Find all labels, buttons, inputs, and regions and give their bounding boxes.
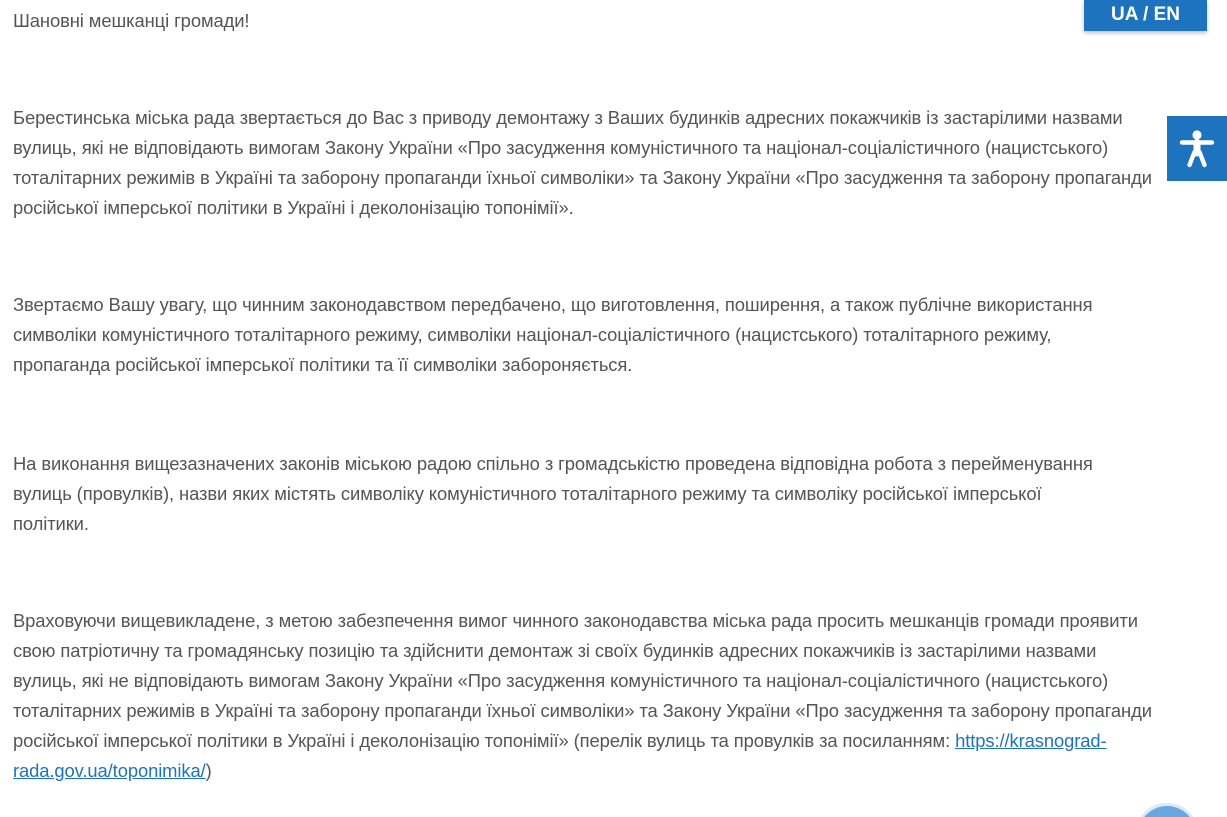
paragraph-1: Берестинська міська рада звертається до Вас з приводу демонтажу з Ваших будинків адресних покажчиків із застарілими назвами вулиць, які не відповідають вимогам Закону України «Про засудження комуністичного та націонал-соціалістичного (нацистського) тоталітарних режимів в Україні та заборону пропаганди їхньої символіки» та Закону України «Про засудження та заборону пропаганди російської імперської політики в Україні і деколонізацію топонімії». — [13, 107, 1152, 218]
paragraph-4-text: Враховуючи вищевикладене, з метою забезпечення вимог чинного законодавства міська рада просить мешканців громади проявити свою патріотичну та громадянську позицію та здійснити демонтаж зі своїх будинків адресних покажчиків із застарілими назвами вулиць, які не відповідають вимогам Закону України «Про засудження комуністичного та націонал-соціалістичного (нацистського) тоталітарних режимів в Україні та заборону пропаганди їхньої символіки» та Закону України «Про засудження та заборону пропаганди російської імперської політики в Україні і деколонізацію топонімії» (перелік вулиць та провулків за посиланням: — [13, 610, 1152, 751]
paragraph-4 — [13, 606, 1153, 785]
accessibility-icon — [1178, 129, 1216, 169]
toponimika-link[interactable]: https://krasnograd-rada.gov.ua/toponimika/ — [13, 729, 1107, 781]
paragraph-3: На виконання вищезазначених законів міською радою спільно з громадськістю проведена відповідна робота з перейменування вулиць (провулків), назви яких містять символіку комуністичного тоталітарного режиму та символіку російської імперської політики. — [13, 453, 1093, 534]
greeting-text: Шановні мешканці громади! — [13, 10, 250, 31]
language-switch-button[interactable]: UA / EN — [1084, 0, 1207, 31]
scroll-to-top-button[interactable] — [1138, 806, 1196, 817]
paragraph-2: Звертаємо Вашу увагу, що чинним законодавством передбачено, що виготовлення, поширення, а також публічне використання символіки комуністичного тоталітарного режиму, символіки націонал-соціалістичного (нацистського) тоталітарного режиму, пропаганда російської імперської політики та її символіки забороняється. — [13, 294, 1093, 375]
accessibility-button[interactable] — [1167, 116, 1227, 181]
paragraph-4-end: ) — [205, 759, 212, 781]
